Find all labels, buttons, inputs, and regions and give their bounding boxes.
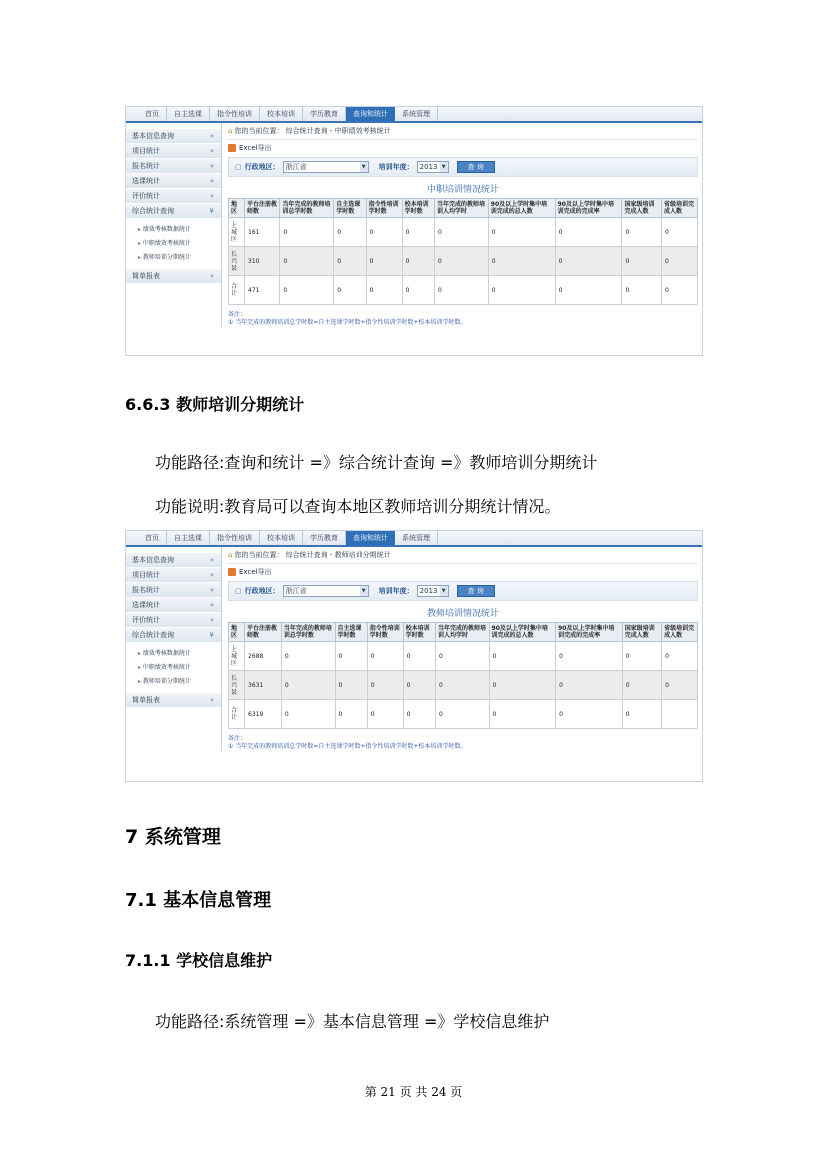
document-icon: ▢ xyxy=(235,587,242,595)
table-header: 90及以上学时集中培训完成的完成率 xyxy=(555,199,622,218)
chevron-down-icon: ▼ xyxy=(360,586,368,596)
table-cell: 0 xyxy=(335,671,367,700)
chevron-right-icon: » xyxy=(209,556,214,564)
table-header: 国家级培训完成人数 xyxy=(622,199,662,218)
table-cell: 0 xyxy=(403,700,435,729)
top-nav xyxy=(126,107,702,123)
chevron-right-icon: » xyxy=(209,586,214,594)
table-cell: 0 xyxy=(367,642,403,671)
table-cell: 0 xyxy=(402,247,434,276)
chevron-down-icon: ¥ xyxy=(209,207,214,215)
sidebar-item[interactable]: 报名统计 » xyxy=(126,583,221,598)
table-header: 指令性培训学时数 xyxy=(366,199,402,218)
table-cell: 0 xyxy=(555,247,622,276)
chevron-down-icon: ▼ xyxy=(440,162,448,172)
table-header: 国家级培训完成人数 xyxy=(622,623,661,642)
region-label: 行政地区： xyxy=(244,163,280,171)
table-cell: 0 xyxy=(280,276,334,305)
nav-tab[interactable]: 指令性培训 xyxy=(210,531,260,545)
excel-icon xyxy=(228,144,236,152)
table-cell: 0 xyxy=(488,247,555,276)
table-cell: 0 xyxy=(366,218,402,247)
year-label: 培训年度： xyxy=(378,163,414,171)
table-header: 90及以上学时集中培训完成的完成率 xyxy=(556,623,623,642)
chevron-right-icon: » xyxy=(209,272,214,280)
table-cell: 0 xyxy=(622,276,662,305)
sidebar-submenu xyxy=(126,219,221,265)
sidebar-item[interactable]: 简单报表 » xyxy=(126,693,221,708)
sidebar-item[interactable]: 基本信息查询 » xyxy=(126,553,221,568)
table-cell: 0 xyxy=(435,700,489,729)
chevron-right-icon: » xyxy=(209,616,214,624)
stats-table xyxy=(228,622,698,729)
table-cell: 0 xyxy=(489,642,556,671)
chevron-right-icon: » xyxy=(209,177,214,185)
excel-export-button[interactable]: Excel导出 xyxy=(239,568,272,576)
section-7-heading: 7 系统管理 xyxy=(125,826,221,848)
sidebar-item[interactable]: 评价统计 » xyxy=(126,613,221,628)
sidebar-submenu xyxy=(126,643,221,689)
nav-tab[interactable]: 自主选课 xyxy=(167,107,210,121)
sidebar xyxy=(126,123,222,327)
table-cell: 0 xyxy=(555,218,622,247)
excel-icon xyxy=(228,568,236,576)
table-cell xyxy=(662,700,698,729)
table-cell: 0 xyxy=(335,700,367,729)
nav-tab[interactable]: 校本培训 xyxy=(260,531,303,545)
table-cell: 0 xyxy=(556,671,623,700)
sidebar-item[interactable]: 项目统计 » xyxy=(126,144,221,159)
table-cell: 合计 xyxy=(229,700,245,729)
nav-tab[interactable]: 首页 xyxy=(138,531,167,545)
sidebar xyxy=(126,547,222,751)
chevron-down-icon: ▼ xyxy=(440,586,448,596)
region-select[interactable]: 浙江省 ▼ xyxy=(283,161,369,173)
table-cell: 0 xyxy=(403,671,435,700)
table-header: 指令性培训学时数 xyxy=(367,623,403,642)
table-header: 平台注册教师数 xyxy=(245,623,282,642)
table-cell: 310 xyxy=(245,247,280,276)
table-header: 地区 xyxy=(229,199,245,218)
table-header: 省级培训完成人数 xyxy=(661,199,697,218)
excel-export-button[interactable]: Excel导出 xyxy=(239,144,272,152)
table-header: 校本培训学时数 xyxy=(402,199,434,218)
chevron-down-icon: ¥ xyxy=(209,631,214,639)
table-cell: 0 xyxy=(402,276,434,305)
nav-tab[interactable]: 校本培训 xyxy=(260,107,303,121)
table-cell: 0 xyxy=(335,642,367,671)
table-row xyxy=(229,700,698,729)
table-header-row xyxy=(229,199,698,218)
breadcrumb: ⌂ 您的当前位置： 综合统计查询 - 教师培训分期统计 xyxy=(228,547,698,564)
table-cell: 0 xyxy=(489,700,556,729)
table-header: 当年完成的教师培训总学时数 xyxy=(281,623,335,642)
stats-table xyxy=(228,198,698,305)
table-cell: 0 xyxy=(622,642,661,671)
table-header: 平台注册教师数 xyxy=(245,199,280,218)
year-label: 培训年度： xyxy=(378,587,414,595)
note: 备注： ① 当年完成的教师培训总学时数=自主选课学时数+指令性培训学时数+校本培训学时数。 xyxy=(228,735,467,750)
region-label: 行政地区： xyxy=(244,587,280,595)
table-cell: 6319 xyxy=(245,700,282,729)
nav-tab[interactable]: 学历教育 xyxy=(303,107,346,121)
table-header: 地区 xyxy=(229,623,245,642)
table-header: 自主选课学时数 xyxy=(335,623,367,642)
sidebar-item[interactable]: 报名统计 » xyxy=(126,159,221,174)
sidebar-subitem[interactable]: ▸ 教师培训分期统计 xyxy=(138,675,221,689)
table-row xyxy=(229,276,698,305)
filter-bar xyxy=(228,581,698,601)
table-cell: 0 xyxy=(556,700,623,729)
table-cell: 0 xyxy=(281,700,335,729)
sidebar-subitem[interactable]: ▸ 绩效考核数据统计 xyxy=(138,223,221,237)
table-cell: 0 xyxy=(435,247,489,276)
chevron-right-icon: » xyxy=(209,147,214,155)
year-select[interactable]: 2013 ▼ xyxy=(417,161,449,173)
table-cell: 0 xyxy=(280,247,334,276)
document-icon: ▢ xyxy=(235,163,242,171)
breadcrumb: ⌂ 您的当前位置： 综合统计查询 - 中职绩效考核统计 xyxy=(228,123,698,140)
nav-tab[interactable]: 查询和统计 xyxy=(346,107,395,121)
main-panel xyxy=(222,547,702,751)
sidebar-item[interactable]: 简单报表 » xyxy=(126,269,221,284)
chevron-down-icon: ▼ xyxy=(360,162,368,172)
table-cell: 0 xyxy=(435,276,489,305)
table-row xyxy=(229,247,698,276)
table-header: 当年完成的教师培训人均学时 xyxy=(435,199,489,218)
table-cell: 0 xyxy=(622,700,661,729)
table-cell: 0 xyxy=(334,218,366,247)
nav-tab[interactable]: 指令性培训 xyxy=(210,107,260,121)
table-cell: 3631 xyxy=(245,671,282,700)
table-cell: 161 xyxy=(245,218,280,247)
chevron-right-icon: » xyxy=(209,192,214,200)
table-cell: 0 xyxy=(366,276,402,305)
chevron-right-icon: » xyxy=(209,601,214,609)
page-footer: 第 21 页 共 24 页 xyxy=(364,1085,463,1099)
filter-bar xyxy=(228,157,698,177)
sidebar-item[interactable]: 项目统计 » xyxy=(126,568,221,583)
table-cell: 2688 xyxy=(245,642,282,671)
table-cell: 0 xyxy=(661,276,697,305)
main-panel xyxy=(222,123,702,327)
nav-tab[interactable]: 自主选课 xyxy=(167,531,210,545)
nav-tab[interactable]: 学历教育 xyxy=(303,531,346,545)
table-title: 中职培训情况统计 xyxy=(426,185,499,195)
table-cell: 0 xyxy=(661,218,697,247)
chevron-right-icon: » xyxy=(209,571,214,579)
table-header: 自主选课学时数 xyxy=(334,199,366,218)
table-row xyxy=(229,642,698,671)
table-row xyxy=(229,671,698,700)
table-cell: 长兴县 xyxy=(229,247,245,276)
table-cell: 0 xyxy=(622,671,661,700)
table-header: 当年完成的教师培训总学时数 xyxy=(280,199,334,218)
sidebar-item[interactable]: 综合统计查询 ¥ xyxy=(126,204,221,219)
year-select[interactable]: 2013 ▼ xyxy=(417,585,449,597)
toolbar xyxy=(228,142,698,155)
table-cell: 0 xyxy=(489,671,556,700)
table-header: 90及以上学时集中培训完成的总人数 xyxy=(489,623,556,642)
table-header: 当年完成的教师培训人均学时 xyxy=(435,623,489,642)
table-cell: 0 xyxy=(403,642,435,671)
nav-tab[interactable]: 查询和统计 xyxy=(346,531,395,545)
sidebar-item[interactable]: 选课统计 » xyxy=(126,174,221,189)
chevron-right-icon: » xyxy=(209,162,214,170)
sidebar-item[interactable]: 基本信息查询 » xyxy=(126,129,221,144)
sidebar-item[interactable]: 评价统计 » xyxy=(126,189,221,204)
function-desc-6-6-3: 功能说明:教育局可以查询本地区教师培训分期统计情况。 xyxy=(155,497,561,516)
table-row xyxy=(229,218,698,247)
table-cell: 0 xyxy=(334,247,366,276)
table-header: 省级培训完成人数 xyxy=(662,623,698,642)
table-cell: 0 xyxy=(435,642,489,671)
table-cell: 0 xyxy=(366,247,402,276)
nav-tab[interactable]: 首页 xyxy=(138,107,167,121)
table-cell: 0 xyxy=(622,218,662,247)
section-7-1-1-heading: 7.1.1 学校信息维护 xyxy=(125,951,273,970)
section-7-1-heading: 7.1 基本信息管理 xyxy=(125,890,272,911)
chevron-right-icon: » xyxy=(209,696,214,704)
table-cell: 0 xyxy=(281,642,335,671)
screenshot-teacher-training-stats xyxy=(125,530,703,782)
sidebar-subitem[interactable]: ▸ 中职绩效考核统计 xyxy=(138,237,221,251)
nav-tab[interactable]: 系统管理 xyxy=(395,531,438,545)
home-icon: ⌂ xyxy=(228,551,233,559)
table-header: 90及以上学时集中培训完成的总人数 xyxy=(488,199,555,218)
sidebar-item[interactable]: 选课统计 » xyxy=(126,598,221,613)
table-cell: 0 xyxy=(661,247,697,276)
table-cell: 0 xyxy=(662,671,698,700)
table-header: 校本培训学时数 xyxy=(403,623,435,642)
table-cell: 0 xyxy=(555,276,622,305)
top-nav xyxy=(126,531,702,547)
table-cell: 合计 xyxy=(229,276,245,305)
screenshot-zhongzhi-stats xyxy=(125,106,703,356)
query-button[interactable]: 查 询 xyxy=(457,585,495,597)
sidebar-subitem[interactable]: ▸ 教师培训分期统计 xyxy=(138,251,221,265)
table-cell: 0 xyxy=(488,276,555,305)
sidebar-subitem[interactable]: ▸ 中职绩效考核统计 xyxy=(138,661,221,675)
table-cell: 471 xyxy=(245,276,280,305)
table-cell: 0 xyxy=(367,671,403,700)
sidebar-item[interactable]: 综合统计查询 ¥ xyxy=(126,628,221,643)
section-6-6-3-heading: 6.6.3 教师培训分期统计 xyxy=(125,395,305,414)
chevron-right-icon: » xyxy=(209,132,214,140)
table-title: 教师培训情况统计 xyxy=(426,609,499,619)
function-path-6-6-3: 功能路径:查询和统计 =》综合统计查询 =》教师培训分期统计 xyxy=(155,453,598,472)
home-icon: ⌂ xyxy=(228,127,233,135)
table-cell: 0 xyxy=(662,642,698,671)
table-cell: 0 xyxy=(556,642,623,671)
table-cell: 0 xyxy=(488,218,555,247)
table-cell: 上城区 xyxy=(229,218,245,247)
table-cell: 0 xyxy=(367,700,403,729)
table-cell: 0 xyxy=(281,671,335,700)
table-cell: 长兴县 xyxy=(229,671,245,700)
toolbar xyxy=(228,566,698,579)
table-cell: 0 xyxy=(622,247,662,276)
table-header-row xyxy=(229,623,698,642)
region-select[interactable]: 浙江省 ▼ xyxy=(283,585,369,597)
table-cell: 0 xyxy=(435,671,489,700)
table-cell: 0 xyxy=(334,276,366,305)
sidebar-subitem[interactable]: ▸ 绩效考核数据统计 xyxy=(138,647,221,661)
table-cell: 0 xyxy=(280,218,334,247)
note: 备注： ① 当年完成的教师培训总学时数=自主选课学时数+指令性培训学时数+校本培训学时数。 xyxy=(228,311,467,326)
table-cell: 上城区 xyxy=(229,642,245,671)
query-button[interactable]: 查 询 xyxy=(457,161,495,173)
function-path-7-1-1: 功能路径:系统管理 =》基本信息管理 =》学校信息维护 xyxy=(155,1012,550,1031)
table-cell: 0 xyxy=(402,218,434,247)
table-cell: 0 xyxy=(435,218,489,247)
nav-tab[interactable]: 系统管理 xyxy=(395,107,438,121)
